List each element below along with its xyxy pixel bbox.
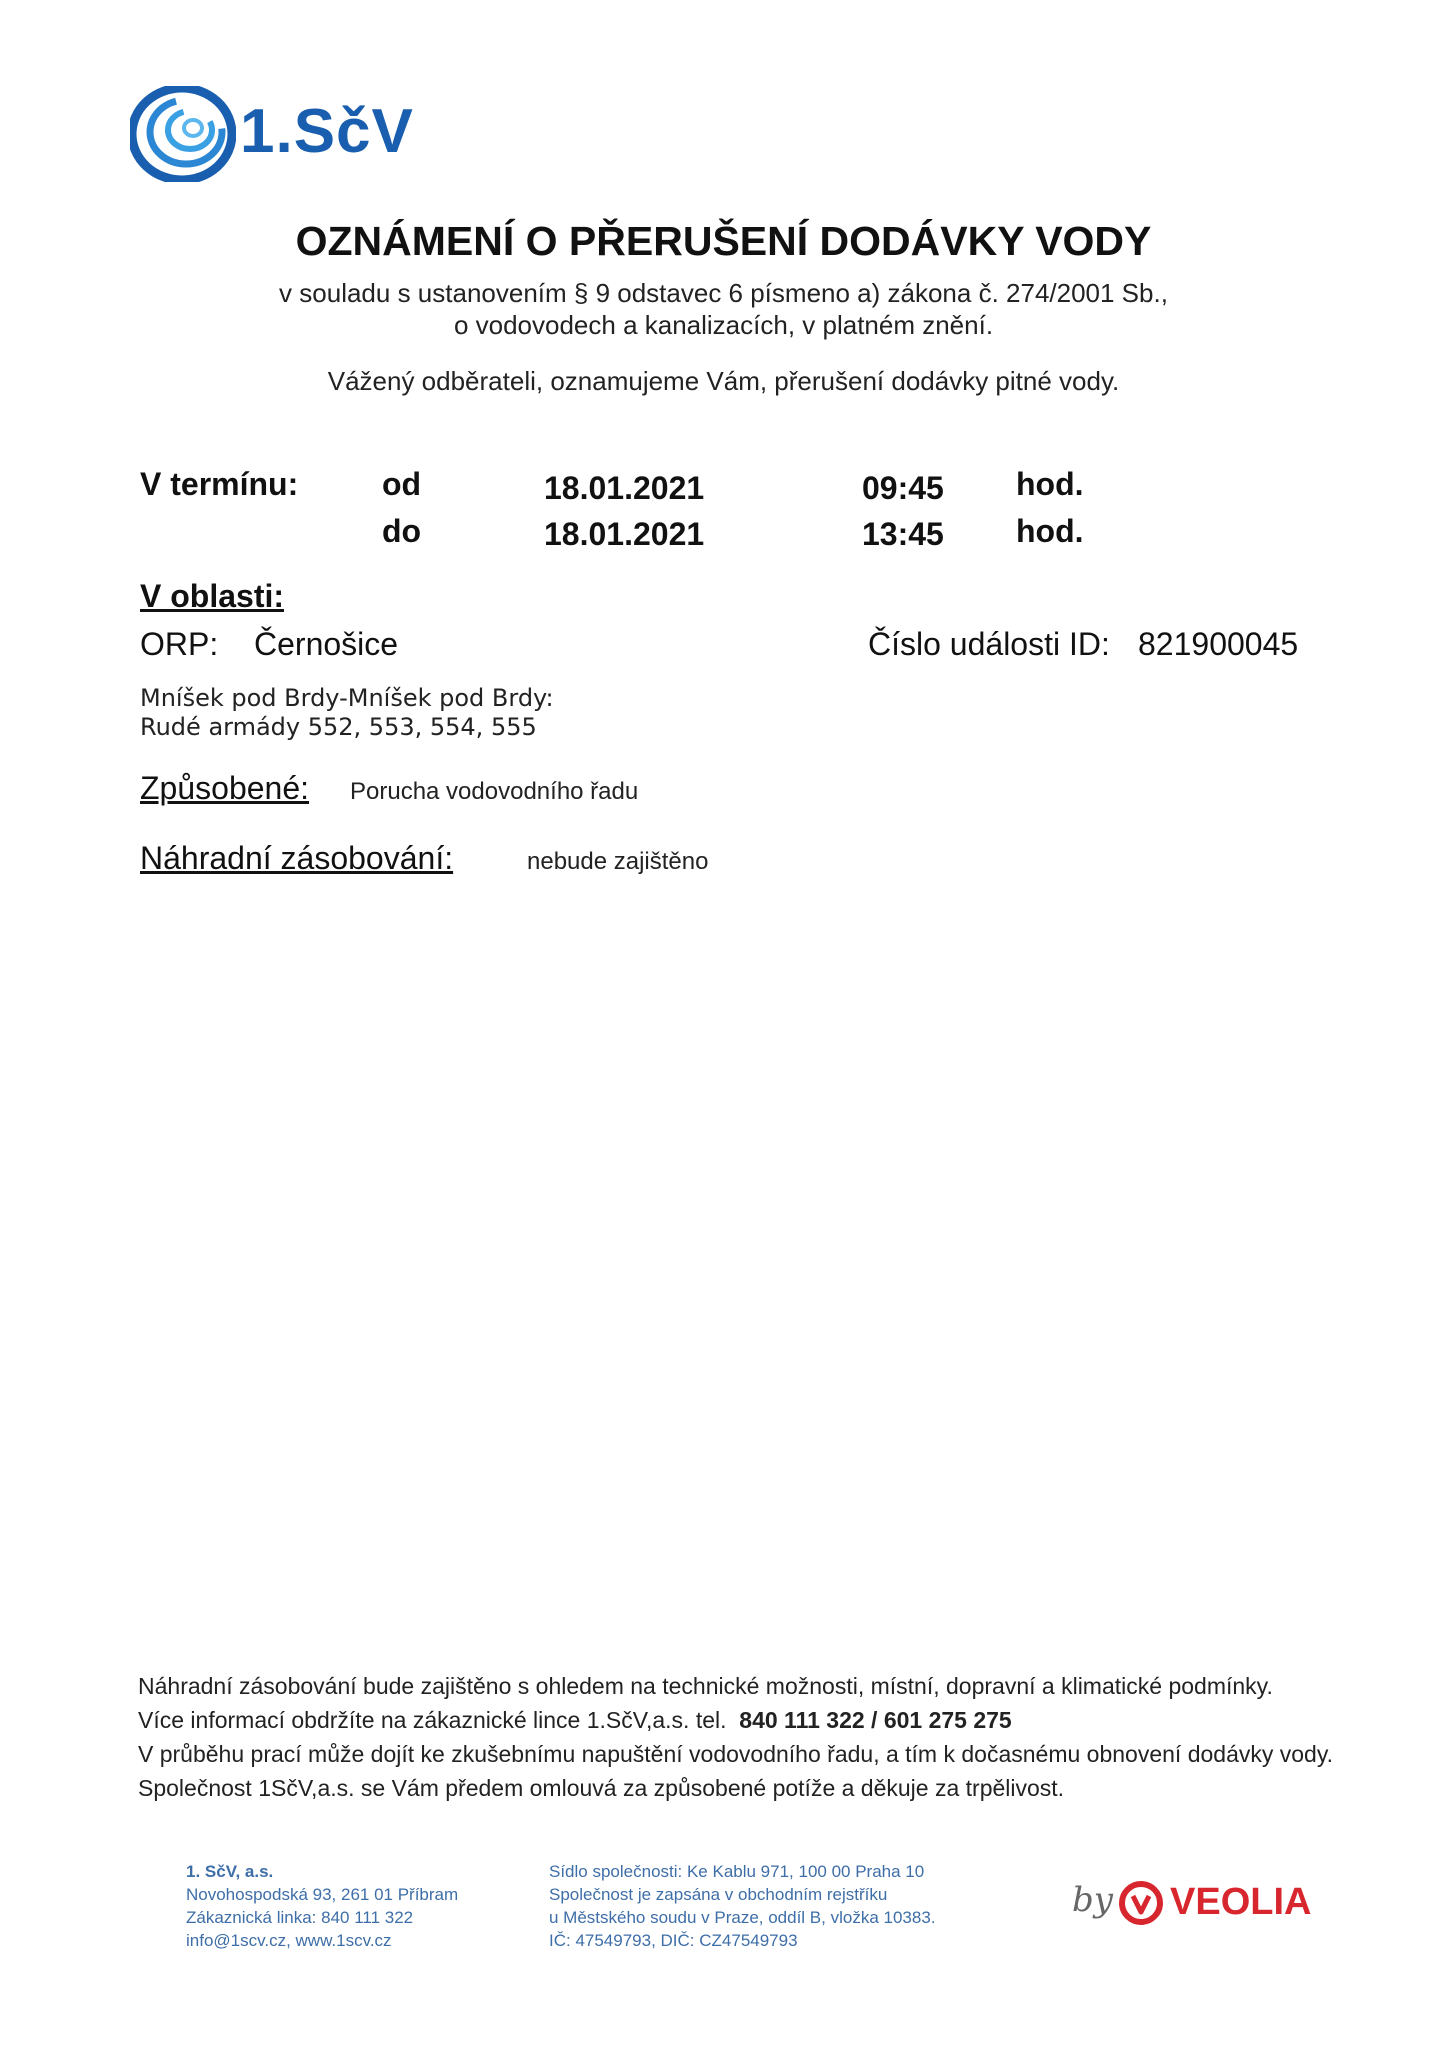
notice-title: OZNÁMENÍ O PŘERUŠENÍ DODÁVKY VODY xyxy=(295,218,1152,264)
footer-registration-info xyxy=(549,1860,936,1952)
note-line: Náhradní zásobování bude zajištěno s ohledem na technické možnosti, místní, dopravní a klimatické podmínky. xyxy=(138,1673,1273,1699)
event-id-value: 821900045 xyxy=(1138,626,1299,662)
note-line: Společnost 1SčV,a.s. se Vám předem omlouvá za způsobené potíže a děkuje za trpělivost. xyxy=(138,1775,1065,1801)
cause-label: Způsobené: xyxy=(140,770,310,806)
contact-phone: 840 111 322 / 601 275 275 xyxy=(739,1707,1012,1733)
event-id-label: Číslo události ID: xyxy=(868,626,1110,662)
veolia-logo-text: VEOLIA xyxy=(1170,1881,1312,1923)
footer-contacts: info@1scv.cz, www.1scv.cz xyxy=(186,1931,392,1950)
from-word: od xyxy=(382,466,422,502)
footer-address: Novohospodská 93, 261 01 Příbram xyxy=(186,1885,459,1904)
orp-label: ORP: xyxy=(140,626,219,662)
veolia-logo-icon xyxy=(1118,1880,1164,1931)
location-line: Rudé armády 552, 553, 554, 555 xyxy=(140,713,537,741)
legal-reference-line1: v souladu s ustanovením § 9 odstavec 6 písmeno a) zákona č. 274/2001 Sb., xyxy=(279,278,1168,308)
to-word: do xyxy=(382,513,422,549)
to-time: 13:45 xyxy=(862,516,944,552)
replacement-supply-label: Náhradní zásobování: xyxy=(140,840,454,876)
orp-value: Černošice xyxy=(254,626,399,662)
cause-value: Porucha vodovodního řadu xyxy=(350,778,639,805)
legal-reference-line2: o vodovodech a kanalizacích, v platném znění. xyxy=(453,310,994,340)
schedule-label: V termínu: xyxy=(140,466,299,502)
footer-ids: IČ: 47549793, DIČ: CZ47549793 xyxy=(549,1931,798,1950)
from-date: 18.01.2021 xyxy=(544,470,705,506)
greeting-text: Vážený odběrateli, oznamujeme Vám, přerušení dodávky pitné vody. xyxy=(327,366,1120,396)
footer-by-text: by xyxy=(1072,1880,1113,1920)
footer-company-info xyxy=(186,1860,458,1952)
replacement-supply-value: nebude zajištěno xyxy=(527,848,709,875)
footer-hotline: Zákaznická linka: 840 111 322 xyxy=(186,1908,414,1927)
footer-register: Společnost je zapsána v obchodním rejstříku xyxy=(549,1885,888,1904)
to-date: 18.01.2021 xyxy=(544,516,705,552)
company-logo-icon xyxy=(130,86,236,182)
contact-prefix: Více informací obdržíte na zákaznické lince 1.SčV,a.s. tel. xyxy=(138,1707,727,1733)
location-line: Mníšek pod Brdy-Mníšek pod Brdy: xyxy=(140,684,554,712)
footer-company-name: 1. SčV, a.s. xyxy=(186,1862,274,1881)
area-label: V oblasti: xyxy=(140,578,285,614)
from-time: 09:45 xyxy=(862,470,944,506)
company-logo-text: 1.SčV xyxy=(240,97,414,166)
footer-seat: Sídlo společnosti: Ke Kablu 971, 100 00 Praha 10 xyxy=(549,1862,925,1881)
from-unit: hod. xyxy=(1016,466,1084,502)
note-line: V průběhu prací může dojít ke zkušebnímu napuštění vodovodního řadu, a tím k dočasnému obnovení dodávky vody. xyxy=(138,1741,1334,1767)
note-line-contact xyxy=(138,1707,1012,1734)
footer-court: u Městského soudu v Praze, oddíl B, vložka 10383. xyxy=(549,1908,936,1927)
to-unit: hod. xyxy=(1016,513,1084,549)
